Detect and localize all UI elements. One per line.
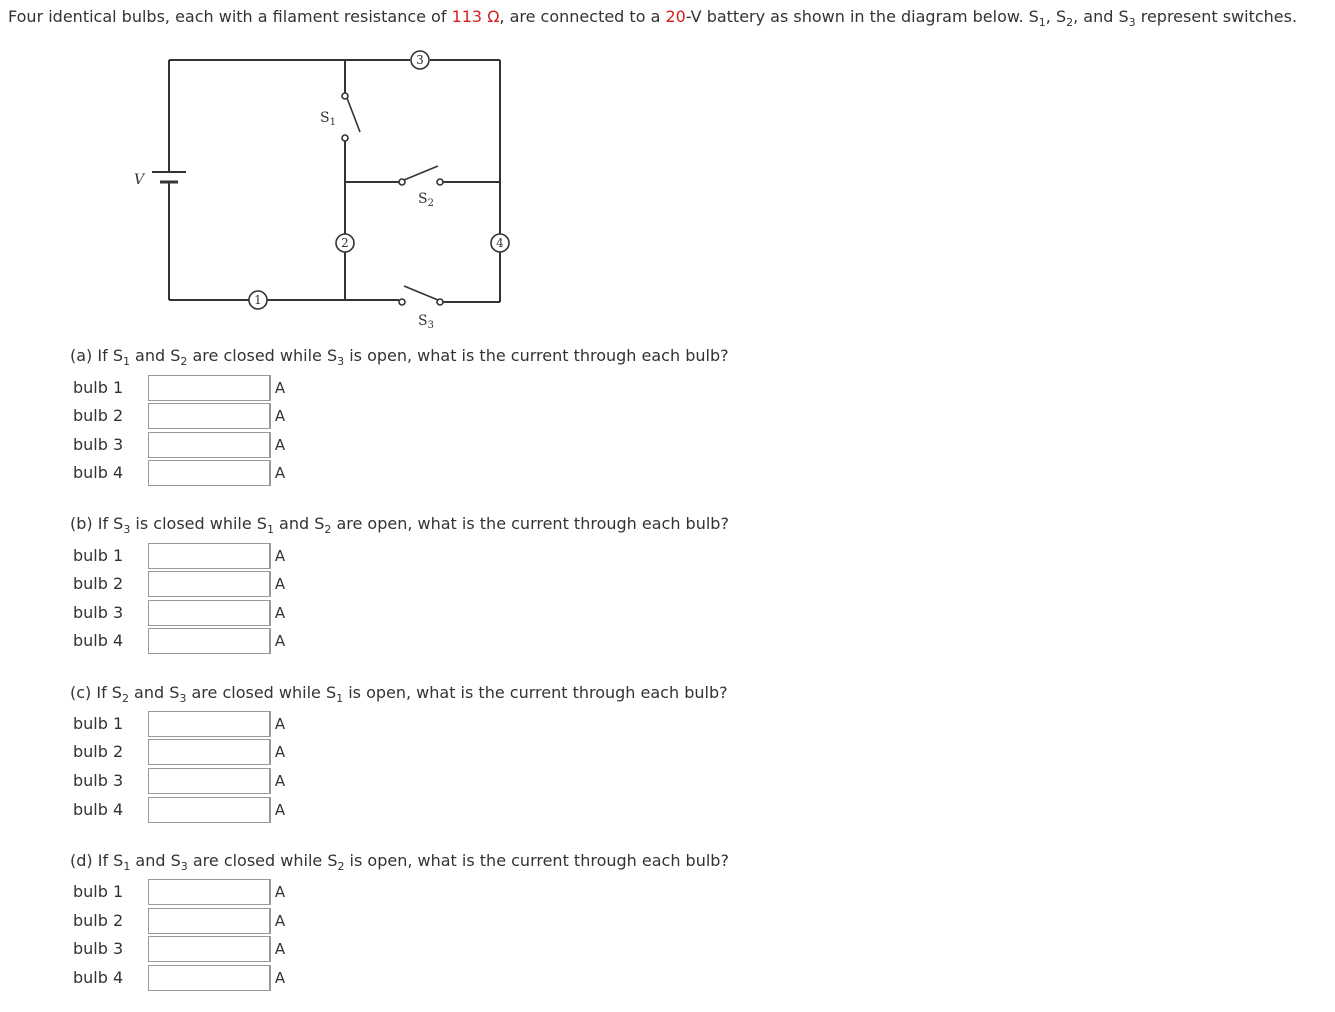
unit-label: A bbox=[270, 375, 289, 401]
circuit-diagram bbox=[120, 48, 520, 338]
answer-d-bulb1-input[interactable] bbox=[148, 879, 270, 905]
bulb-label: bulb 4 bbox=[73, 463, 124, 482]
answer-b-bulb2-input[interactable] bbox=[148, 571, 270, 597]
problem-statement: Four identical bulbs, each with a filament resistance of 113 Ω, are connected to a 20-V battery as shown in the diagram below. $S_1$, $S_2$, and $S_3$ represent switches. bbox=[8, 7, 1298, 29]
question-d: (d) If $S_1$ and $S_3$ are closed while $S_2$ is open, what is the current through each bulb? bbox=[70, 851, 729, 873]
unit-label: A bbox=[270, 543, 289, 569]
unit-label: A bbox=[270, 432, 289, 458]
answer-b-bulb1-input[interactable] bbox=[148, 543, 270, 569]
answer-b-bulb3-input[interactable] bbox=[148, 600, 270, 626]
bulb-label: bulb 2 bbox=[73, 911, 124, 930]
answer-a-bulb3-input[interactable] bbox=[148, 432, 270, 458]
unit-label: A bbox=[270, 936, 289, 962]
answer-d-bulb2-input[interactable] bbox=[148, 908, 270, 934]
unit-label: A bbox=[270, 768, 289, 794]
bulb-label: bulb 4 bbox=[73, 800, 124, 819]
question-a: (a) If $S_1$ and $S_2$ are closed while $S_3$ is open, what is the current through each bulb? bbox=[70, 346, 729, 368]
bulb-label: bulb 3 bbox=[73, 939, 124, 958]
answer-a-bulb2-input[interactable] bbox=[148, 403, 270, 429]
bulb-label: bulb 3 bbox=[73, 771, 124, 790]
answer-d-bulb3-input[interactable] bbox=[148, 936, 270, 962]
unit-label: A bbox=[270, 739, 289, 765]
bulb-2-number: 2 bbox=[341, 236, 349, 250]
answer-c-bulb3-input[interactable] bbox=[148, 768, 270, 794]
battery-label: V bbox=[134, 172, 145, 188]
switch-s2 bbox=[399, 166, 443, 185]
unit-label: A bbox=[270, 460, 289, 486]
answer-a-bulb1-input[interactable] bbox=[148, 375, 270, 401]
bulb-label: bulb 2 bbox=[73, 406, 124, 425]
switch-s3 bbox=[399, 286, 443, 305]
bulb-label: bulb 2 bbox=[73, 742, 124, 761]
unit-label: A bbox=[270, 628, 289, 654]
bulb-label: bulb 1 bbox=[73, 714, 124, 733]
bulb-3-number: 3 bbox=[416, 53, 424, 67]
unit-label: A bbox=[270, 965, 289, 991]
bulb-1-number: 1 bbox=[254, 293, 262, 307]
bulb-label: bulb 1 bbox=[73, 546, 124, 565]
unit-label: A bbox=[270, 711, 289, 737]
switch-s2-label: $S_2$ bbox=[418, 191, 434, 209]
bulb-label: bulb 1 bbox=[73, 378, 124, 397]
answer-c-bulb2-input[interactable] bbox=[148, 739, 270, 765]
voltage-value: 20 bbox=[665, 7, 686, 26]
answer-c-bulb1-input[interactable] bbox=[148, 711, 270, 737]
battery-symbol bbox=[152, 172, 186, 182]
bulb-label: bulb 2 bbox=[73, 574, 124, 593]
question-b: (b) If $S_3$ is closed while $S_1$ and $S_2$ are open, what is the current through each bulb? bbox=[70, 514, 729, 536]
answer-d-bulb4-input[interactable] bbox=[148, 965, 270, 991]
question-c: (c) If $S_2$ and $S_3$ are closed while $S_1$ is open, what is the current through each bulb? bbox=[70, 683, 728, 705]
unit-label: A bbox=[270, 879, 289, 905]
resistance-value: 113 Ω bbox=[451, 7, 500, 26]
bulb-label: bulb 3 bbox=[73, 603, 124, 622]
bulb-label: bulb 4 bbox=[73, 631, 124, 650]
bulb-4-number: 4 bbox=[496, 236, 504, 250]
bulb-label: bulb 3 bbox=[73, 435, 124, 454]
switch-s1-label: $S_1$ bbox=[320, 110, 336, 128]
answer-c-bulb4-input[interactable] bbox=[148, 797, 270, 823]
answer-b-bulb4-input[interactable] bbox=[148, 628, 270, 654]
unit-label: A bbox=[270, 403, 289, 429]
bulb-label: bulb 1 bbox=[73, 882, 124, 901]
switch-s1 bbox=[342, 93, 360, 141]
switch-s3-label: $S_3$ bbox=[418, 313, 434, 331]
answer-a-bulb4-input[interactable] bbox=[148, 460, 270, 486]
bulb-label: bulb 4 bbox=[73, 968, 124, 987]
unit-label: A bbox=[270, 797, 289, 823]
unit-label: A bbox=[270, 571, 289, 597]
unit-label: A bbox=[270, 600, 289, 626]
unit-label: A bbox=[270, 908, 289, 934]
